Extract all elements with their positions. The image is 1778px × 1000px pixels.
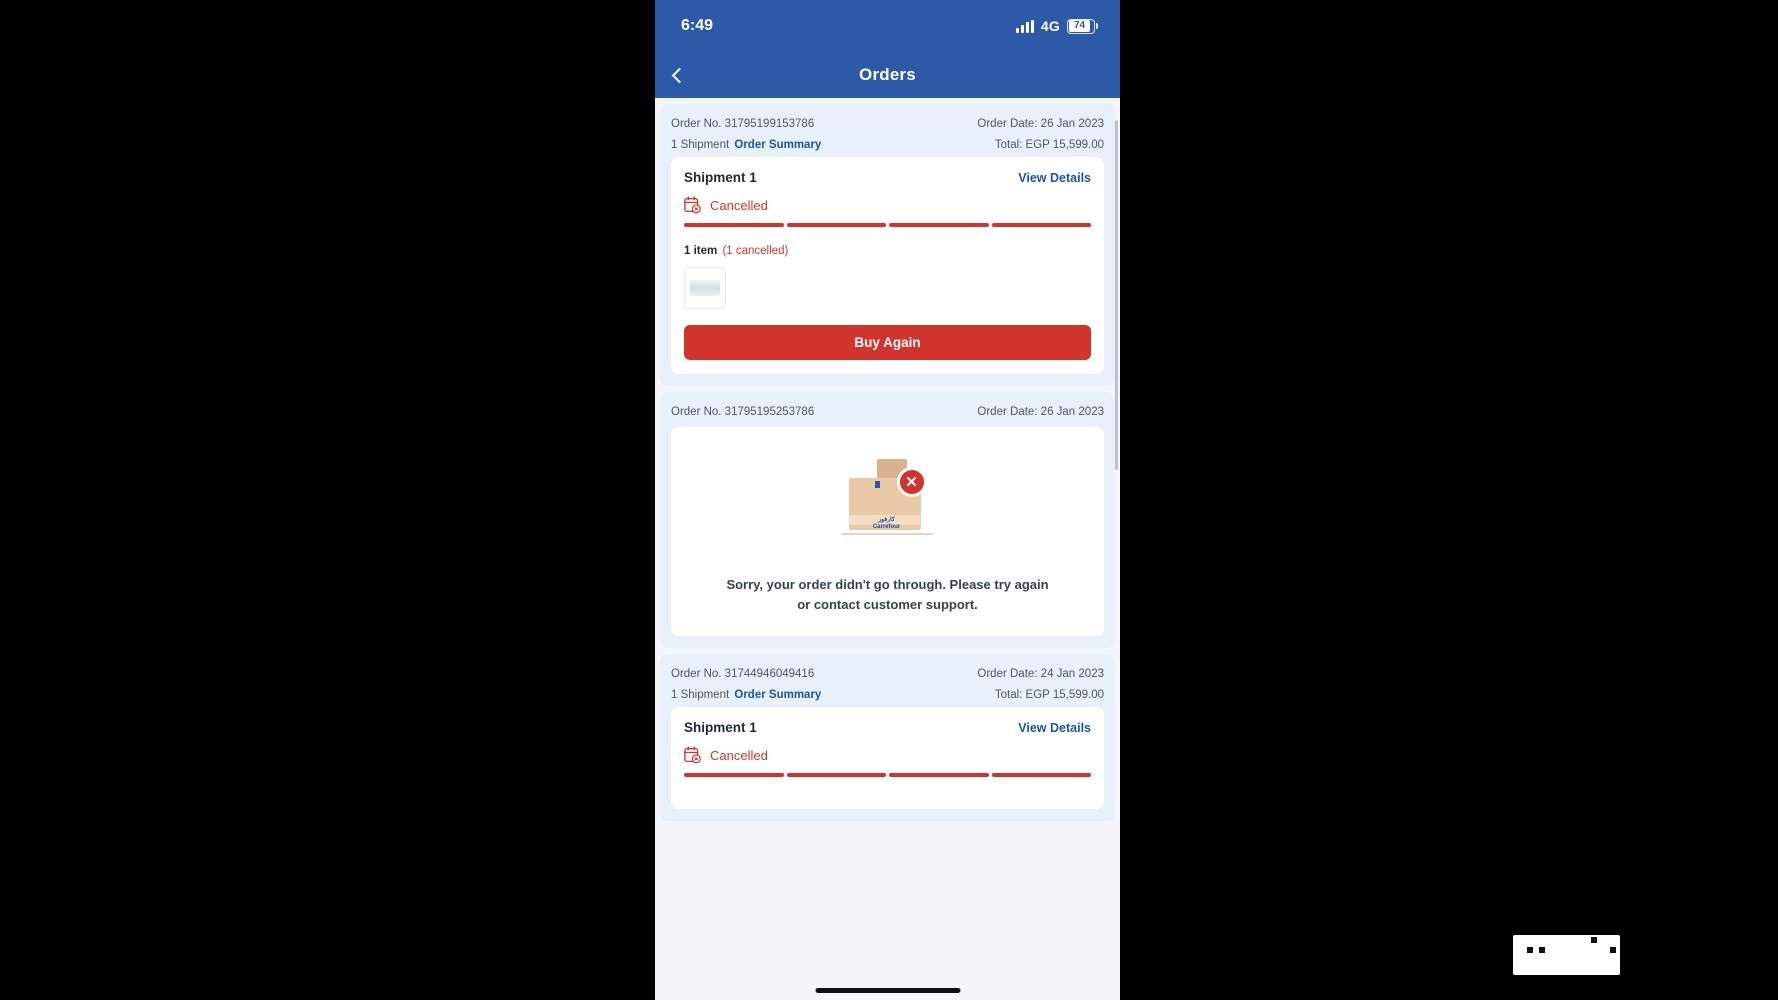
shipment-title: Shipment 1 — [684, 170, 757, 185]
product-image — [690, 280, 720, 296]
orders-scroll-area[interactable] — [655, 98, 1120, 1000]
shipment-header — [684, 720, 1091, 735]
buy-again-button[interactable]: Buy Again — [684, 325, 1091, 360]
shipment-status-row — [684, 196, 1091, 214]
phone-screen — [655, 0, 1120, 1000]
shipment-status-row — [684, 746, 1091, 764]
page-title: Orders — [859, 65, 916, 84]
order-total: Total: EGP 15,599.00 — [994, 689, 1104, 701]
failed-order-illustration — [833, 453, 943, 553]
items-cancelled-note: (1 cancelled) — [722, 245, 789, 257]
order-meta-row — [671, 118, 1104, 130]
shipment-count: 1 Shipment — [671, 689, 730, 701]
order-number: Order No. 31744946049416 — [671, 668, 815, 680]
vertical-scrollbar[interactable] — [1115, 120, 1118, 470]
order-card[interactable] — [660, 392, 1115, 648]
status-badge: Cancelled — [710, 747, 768, 763]
status-indicators — [1016, 18, 1098, 34]
shipment-count: 1 Shipment — [671, 139, 730, 151]
order-summary-link[interactable]: Order Summary — [734, 139, 822, 151]
shipment-progress-bar — [684, 773, 1091, 777]
items-summary — [684, 245, 1091, 257]
status-time: 6:49 — [681, 17, 714, 34]
home-indicator — [815, 988, 960, 993]
order-card[interactable] — [660, 654, 1115, 821]
battery-percent-label: 74 — [1073, 20, 1086, 31]
carrefour-logo — [865, 517, 909, 530]
error-x-icon: ✕ — [897, 467, 927, 497]
order-total: Total: EGP 15,599.00 — [994, 139, 1104, 151]
status-bar — [655, 0, 1120, 52]
item-thumbnail[interactable] — [684, 267, 726, 309]
overlay-marker — [1513, 935, 1620, 975]
order-meta-row — [671, 668, 1104, 680]
order-number: Order No. 31795195253786 — [671, 406, 815, 418]
network-type-label: 4G — [1040, 18, 1060, 34]
brand-sub-label: كارفور — [878, 517, 895, 523]
status-badge: Cancelled — [710, 197, 768, 213]
order-summary-link[interactable]: Order Summary — [734, 689, 822, 701]
order-summary-row — [671, 689, 1104, 701]
shipment-box — [671, 707, 1104, 809]
view-details-link[interactable]: View Details — [1018, 170, 1091, 185]
failed-order-message: Sorry, your order didn't go through. Please try again or contact customer support. — [726, 577, 1049, 612]
items-count: 1 item — [684, 245, 718, 257]
order-cancelled-icon — [684, 746, 701, 764]
shipment-header — [684, 170, 1091, 185]
shipment-progress-bar — [684, 223, 1091, 227]
shipment-title: Shipment 1 — [684, 720, 757, 735]
order-date: Order Date: 26 Jan 2023 — [977, 118, 1104, 130]
battery-icon — [1067, 19, 1098, 34]
brand-label: Carrefour — [872, 523, 901, 530]
order-card[interactable] — [660, 104, 1115, 386]
order-date: Order Date: 26 Jan 2023 — [977, 406, 1104, 418]
order-meta-row — [671, 406, 1104, 418]
signal-strength-icon — [1016, 20, 1034, 33]
order-date: Order Date: 24 Jan 2023 — [977, 668, 1104, 680]
view-details-link[interactable]: View Details — [1018, 720, 1091, 735]
failed-order-box — [671, 427, 1104, 636]
order-summary-row — [671, 139, 1104, 151]
shipment-box — [671, 157, 1104, 374]
nav-bar — [655, 52, 1120, 98]
order-number: Order No. 31795199153786 — [671, 118, 815, 130]
order-cancelled-icon — [684, 196, 701, 214]
